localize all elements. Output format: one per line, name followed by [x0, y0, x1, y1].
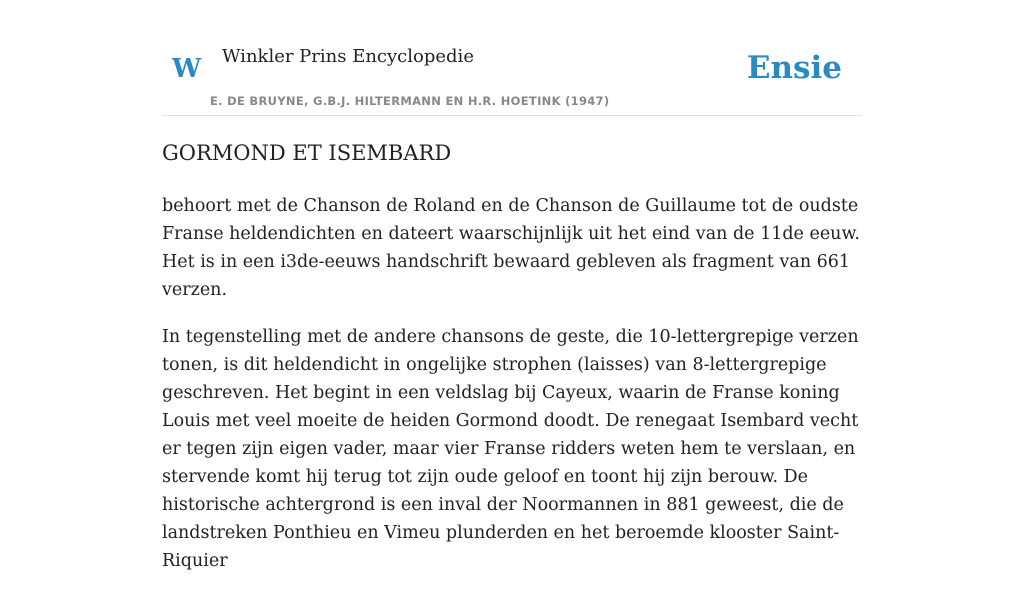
- site-header: [162, 40, 862, 116]
- article-body: [162, 192, 862, 594]
- source-authors: E. DE BRUYNE, G.B.J. HILTERMANN EN H.R. HOETINK (1947): [210, 94, 610, 108]
- article-paragraph: behoort met de Chanson de Roland en de Chanson de Guillaume tot de oudste Franse heldendichten en dateert waarschijnlijk uit het eind van de 11de eeuw. Het is in een i3de-eeuws handschrift bewaard gebleven als fragment van 661 verzen.: [162, 196, 860, 300]
- article-paragraph: In tegenstelling met de andere chansons de geste, die 10-lettergrepige verzen tonen, is dit heldendicht in ongelijke strophen (laisses) van 8-lettergrepige geschreven. Het begint in een veldslag bij Cayeux, waarin de Franse koning Louis met veel moeite de heiden Gormond doodt. De renegaat Isembard vecht er tegen zijn eigen vader, maar vier Franse ridders weten hem te verslaan, en stervende komt hij terug tot zijn oude geloof en toont hij zijn berouw. De historische achtergrond is een inval der Noormannen in 881 geweest, die de landstreken Ponthieu en Vimeu plunderden en het beroemde klooster Saint-Riquier: [162, 327, 859, 571]
- ensie-logo[interactable]: Ensie: [746, 50, 842, 86]
- article-title: GORMOND ET ISEMBARD: [162, 141, 452, 165]
- source-title[interactable]: Winkler Prins Encyclopedie: [222, 46, 474, 67]
- winkler-prins-logo[interactable]: W: [172, 54, 202, 84]
